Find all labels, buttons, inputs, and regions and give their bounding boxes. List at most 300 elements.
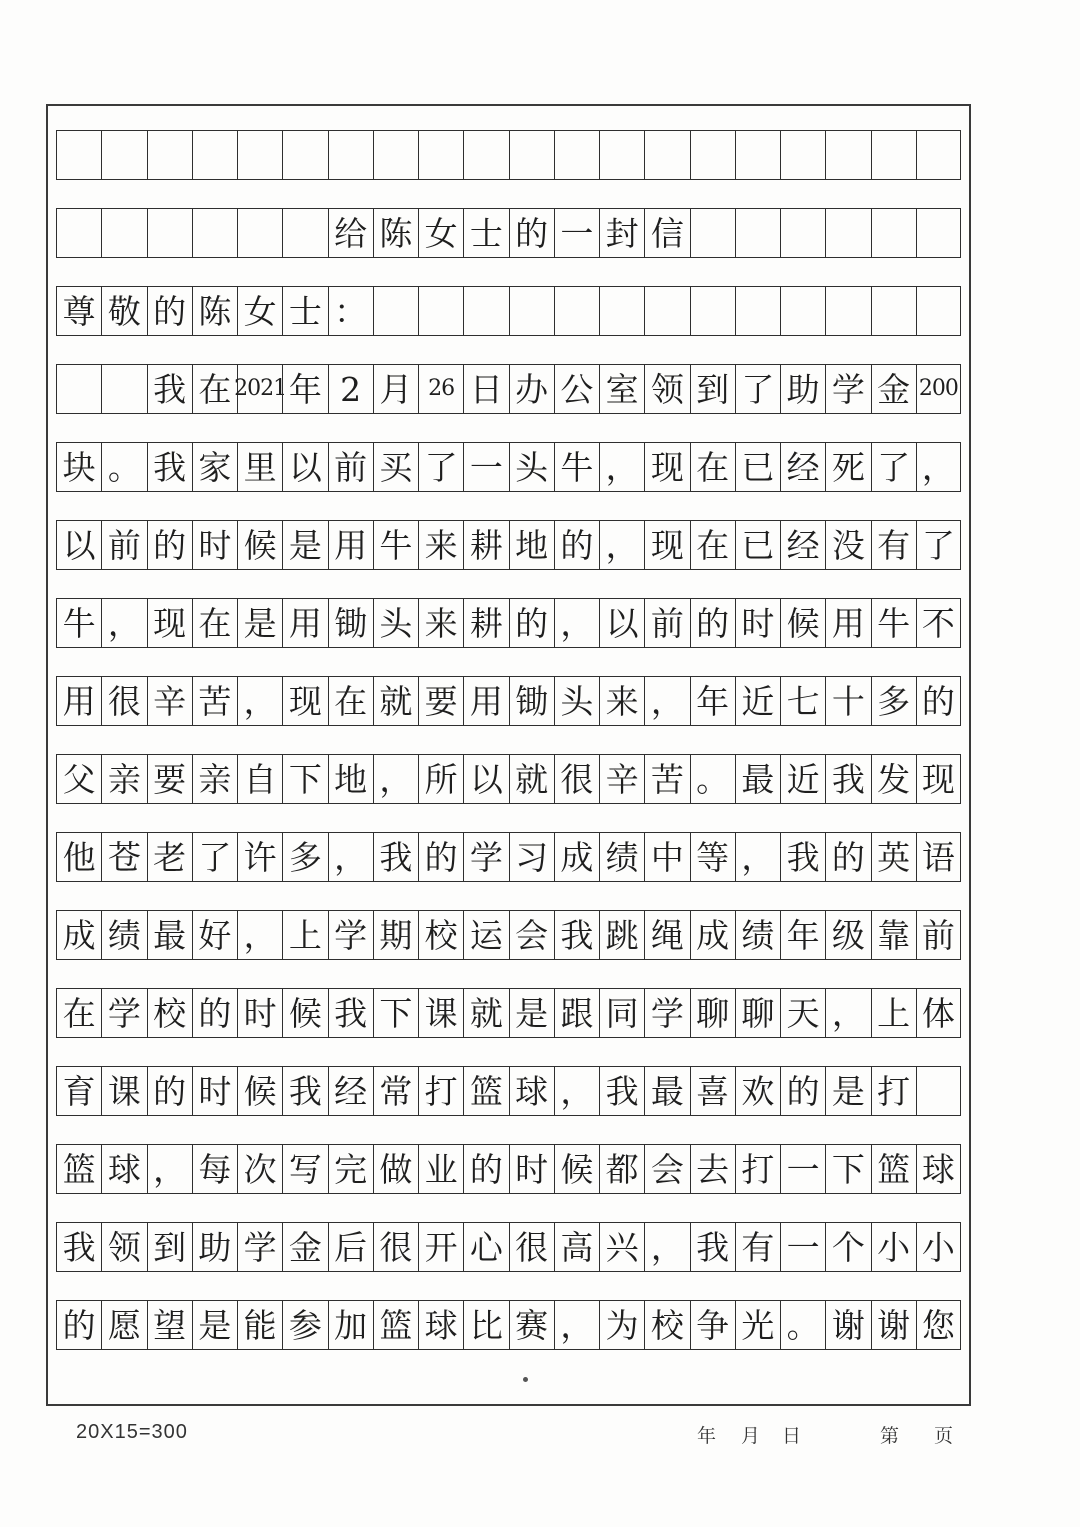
salutation-char: ： (328, 287, 373, 335)
grid-cell: 写 (282, 1145, 327, 1193)
grid-cell: 锄 (328, 599, 373, 647)
grid-cell (554, 131, 599, 179)
grid-cell (373, 131, 418, 179)
grid-cell: 办 (509, 365, 554, 413)
grid-cell: 我 (147, 443, 192, 491)
grid-cell: 耕 (463, 599, 508, 647)
grid-cell: 比 (463, 1301, 508, 1349)
grid-cell (780, 209, 825, 257)
grid-cell: 打 (418, 1067, 463, 1115)
grid-cell: 到 (690, 365, 735, 413)
grid-cell: 都 (599, 1145, 644, 1193)
salutation-char: 女 (237, 287, 282, 335)
grid-cell (373, 287, 418, 335)
grid-cell: 下 (373, 989, 418, 1037)
grid-cell: 打 (735, 1145, 780, 1193)
grid-cell: 很 (554, 755, 599, 803)
grid-cell: 是 (509, 989, 554, 1037)
grid-cell: 辛 (147, 677, 192, 725)
grid-cell: 现 (282, 677, 327, 725)
grid-cell: 以 (56, 521, 101, 569)
grid-cell: 学 (825, 365, 870, 413)
grid-cell: 牛 (554, 443, 599, 491)
grid-cell: 聊 (690, 989, 735, 1037)
grid-cell (237, 209, 282, 257)
body-row (56, 832, 961, 882)
grid-cell: 他 (56, 833, 101, 881)
grid-cell: 我 (599, 1067, 644, 1115)
grid-cell: 。 (780, 1301, 825, 1349)
grid-cell: 期 (373, 911, 418, 959)
grid-cell: 天 (780, 989, 825, 1037)
grid-cell: 学 (237, 1223, 282, 1271)
grid-cell: 。 (101, 443, 146, 491)
grid-cell: 地 (328, 755, 373, 803)
grid-cell (237, 131, 282, 179)
grid-cell (56, 131, 101, 179)
page-prefix-label: 第 (880, 1425, 900, 1447)
grid-cell (56, 365, 101, 413)
grid-cell: 金 (282, 1223, 327, 1271)
grid-cell: 等 (690, 833, 735, 881)
grid-cell: 校 (418, 911, 463, 959)
grid-cell: 是 (192, 1301, 237, 1349)
grid-cell: 学 (644, 989, 689, 1037)
grid-cell: 苍 (101, 833, 146, 881)
title-char: 女 (418, 209, 463, 257)
grid-cell: 近 (735, 677, 780, 725)
grid-cell: 球 (509, 1067, 554, 1115)
grid-cell (282, 209, 327, 257)
salutation-char: 陈 (192, 287, 237, 335)
grid-cell: 前 (328, 443, 373, 491)
grid-cell: 很 (101, 677, 146, 725)
grid-cell: 校 (147, 989, 192, 1037)
grid-cell: 十 (825, 677, 870, 725)
grid-cell: ， (554, 1067, 599, 1115)
grid-cell: 绳 (644, 911, 689, 959)
grid-cell: 年 (690, 677, 735, 725)
grid-cell: 父 (56, 755, 101, 803)
grid-cell (147, 209, 192, 257)
grid-cell: 用 (825, 599, 870, 647)
grid-cell: 已 (735, 443, 780, 491)
grid-cell: 有 (735, 1223, 780, 1271)
grid-cell: 候 (282, 989, 327, 1037)
grid-cell: 了 (871, 443, 916, 491)
grid-cell: ， (599, 521, 644, 569)
grid-cell: 高 (554, 1223, 599, 1271)
title-char: 封 (599, 209, 644, 257)
body-row (56, 1144, 961, 1194)
grid-cell: 个 (825, 1223, 870, 1271)
salutation-char: 敬 (101, 287, 146, 335)
grid-cell: 用 (463, 677, 508, 725)
grid-spec-label: 20X15=300 (76, 1421, 188, 1443)
grid-cell: 就 (373, 677, 418, 725)
grid-cell: 月 (373, 365, 418, 413)
grid-cell: 篮 (373, 1301, 418, 1349)
grid-cell: 下 (825, 1145, 870, 1193)
grid-cell: 跳 (599, 911, 644, 959)
grid-cell: 牛 (373, 521, 418, 569)
grid-cell: 篮 (871, 1145, 916, 1193)
grid-cell (735, 287, 780, 335)
grid-cell: ， (735, 833, 780, 881)
grid-cell: 英 (871, 833, 916, 881)
grid-cell: 争 (690, 1301, 735, 1349)
title-row (56, 208, 961, 258)
grid-cell: 的 (56, 1301, 101, 1349)
grid-cell: ， (644, 1223, 689, 1271)
grid-cell: 学 (328, 911, 373, 959)
grid-cell: 时 (192, 1067, 237, 1115)
grid-cell: 成 (690, 911, 735, 959)
grid-cell: 地 (509, 521, 554, 569)
grid-cell: 谢 (871, 1301, 916, 1349)
grid-cell: ， (554, 599, 599, 647)
grid-cell: 后 (328, 1223, 373, 1271)
grid-cell: 兴 (599, 1223, 644, 1271)
grid-cell (192, 209, 237, 257)
grid-cell: 发 (871, 755, 916, 803)
grid-cell: 候 (237, 521, 282, 569)
body-row (56, 520, 961, 570)
salutation-char: 尊 (56, 287, 101, 335)
body-row (56, 442, 961, 492)
title-char: 士 (463, 209, 508, 257)
grid-cell: 来 (418, 599, 463, 647)
grid-cell: 最 (147, 911, 192, 959)
grid-cell (825, 131, 870, 179)
grid-cell (463, 287, 508, 335)
month-label: 月 (741, 1425, 761, 1447)
grid-cell: 我 (690, 1223, 735, 1271)
grid-cell: 参 (282, 1301, 327, 1349)
grid-cell: ， (328, 833, 373, 881)
grid-cell: ， (644, 677, 689, 725)
grid-cell: 要 (418, 677, 463, 725)
grid-cell (735, 131, 780, 179)
grid-cell: 绩 (101, 911, 146, 959)
grid-cell: 在 (690, 521, 735, 569)
grid-cell: 篮 (463, 1067, 508, 1115)
grid-cell: 现 (644, 443, 689, 491)
grid-cell: 要 (147, 755, 192, 803)
grid-cell: 校 (644, 1301, 689, 1349)
grid-cell (147, 131, 192, 179)
grid-cell: 现 (916, 755, 961, 803)
grid-cell: 多 (871, 677, 916, 725)
grid-cell: 里 (237, 443, 282, 491)
grid-cell: 是 (282, 521, 327, 569)
grid-cell: 小 (916, 1223, 961, 1271)
grid-cell (735, 209, 780, 257)
grid-cell: ， (825, 989, 870, 1037)
grid-cell: 很 (509, 1223, 554, 1271)
grid-cell: ， (599, 443, 644, 491)
day-label: 日 (782, 1425, 802, 1447)
grid-cell: 我 (56, 1223, 101, 1271)
grid-cell: ， (237, 677, 282, 725)
grid-cell (871, 287, 916, 335)
grid-cell: 家 (192, 443, 237, 491)
grid-cell: ， (916, 443, 961, 491)
grid-cell: 死 (825, 443, 870, 491)
body-row (56, 364, 961, 414)
title-char: 信 (644, 209, 689, 257)
grid-cell: 绩 (735, 911, 780, 959)
grid-cell: 时 (509, 1145, 554, 1193)
grid-cell: 谢 (825, 1301, 870, 1349)
grid-cell: 已 (735, 521, 780, 569)
grid-cell: 成 (554, 833, 599, 881)
grid-cell: 候 (554, 1145, 599, 1193)
grid-cell (192, 131, 237, 179)
grid-cell: 篮 (56, 1145, 101, 1193)
grid-cell: 光 (735, 1301, 780, 1349)
grid-cell: 日 (463, 365, 508, 413)
grid-cell: ， (554, 1301, 599, 1349)
grid-cell: 在 (192, 365, 237, 413)
grid-cell: 语 (916, 833, 961, 881)
grid-cell: 习 (509, 833, 554, 881)
title-char: 陈 (373, 209, 418, 257)
grid-cell: 耕 (463, 521, 508, 569)
year-label: 年 (697, 1425, 717, 1447)
grid-cell (56, 209, 101, 257)
grid-cell: 苦 (644, 755, 689, 803)
grid-cell: ， (147, 1145, 192, 1193)
grid-cell (509, 287, 554, 335)
grid-cell: 是 (237, 599, 282, 647)
grid-cell: 牛 (871, 599, 916, 647)
grid-cell (599, 131, 644, 179)
grid-cell: 的 (780, 1067, 825, 1115)
grid-cell: 望 (147, 1301, 192, 1349)
grid-cell (463, 131, 508, 179)
grid-cell (282, 131, 327, 179)
title-char: 一 (554, 209, 599, 257)
grid-cell: 上 (871, 989, 916, 1037)
grid-cell: 我 (147, 365, 192, 413)
grid-cell: 现 (644, 521, 689, 569)
grid-cell (690, 131, 735, 179)
grid-cell (418, 287, 463, 335)
grid-cell: 了 (735, 365, 780, 413)
grid-cell: 锄 (509, 677, 554, 725)
grid-cell: 为 (599, 1301, 644, 1349)
salutation-char: 士 (282, 287, 327, 335)
grid-cell (780, 131, 825, 179)
grid-cell: 老 (147, 833, 192, 881)
grid-cell: 好 (192, 911, 237, 959)
grid-cell: 次 (237, 1145, 282, 1193)
grid-cell: 在 (192, 599, 237, 647)
grid-cell: 在 (690, 443, 735, 491)
grid-cell: 买 (373, 443, 418, 491)
grid-cell: 的 (690, 599, 735, 647)
grid-cell (825, 287, 870, 335)
grid-cell (644, 131, 689, 179)
grid-cell: 愿 (101, 1301, 146, 1349)
grid-cell: 心 (463, 1223, 508, 1271)
grid-cell: 的 (916, 677, 961, 725)
grid-cell: 业 (418, 1145, 463, 1193)
grid-cell: 用 (282, 599, 327, 647)
grid-cell: 就 (463, 989, 508, 1037)
title-char: 的 (509, 209, 554, 257)
body-row (56, 1300, 961, 1350)
grid-cell (690, 209, 735, 257)
grid-cell: 自 (237, 755, 282, 803)
body-row (56, 754, 961, 804)
grid-cell (418, 131, 463, 179)
grid-cell: 球 (101, 1145, 146, 1193)
grid-cell: 的 (192, 989, 237, 1037)
body-row (56, 1066, 961, 1116)
grid-cell: 一 (780, 1223, 825, 1271)
grid-cell: 欢 (735, 1067, 780, 1115)
grid-cell: 能 (237, 1301, 282, 1349)
grid-cell: 。 (690, 755, 735, 803)
grid-cell: 靠 (871, 911, 916, 959)
grid-cell: 不 (916, 599, 961, 647)
grid-cell: 亲 (192, 755, 237, 803)
grid-cell: 在 (56, 989, 101, 1037)
grid-cell: 多 (282, 833, 327, 881)
grid-cell: 的 (463, 1145, 508, 1193)
grid-cell: 育 (56, 1067, 101, 1115)
grid-cell: 我 (825, 755, 870, 803)
grid-cell: 经 (780, 443, 825, 491)
grid-cell: 同 (599, 989, 644, 1037)
grid-cell: 前 (101, 521, 146, 569)
grid-cell: 每 (192, 1145, 237, 1193)
grid-cell: 200 (916, 365, 961, 413)
grid-cell: 成 (56, 911, 101, 959)
grid-cell: 块 (56, 443, 101, 491)
grid-cell: 候 (237, 1067, 282, 1115)
grid-cell: 的 (554, 521, 599, 569)
grid-cell: 聊 (735, 989, 780, 1037)
grid-cell (554, 287, 599, 335)
grid-cell: 球 (916, 1145, 961, 1193)
grid-cell: 很 (373, 1223, 418, 1271)
grid-cell: 金 (871, 365, 916, 413)
grid-cell: 时 (192, 521, 237, 569)
grid-cell: 26 (418, 365, 463, 413)
grid-cell: ， (373, 755, 418, 803)
grid-cell (825, 209, 870, 257)
grid-cell (871, 131, 916, 179)
grid-cell: ， (237, 911, 282, 959)
title-char: 给 (328, 209, 373, 257)
grid-cell: 学 (463, 833, 508, 881)
grid-cell (644, 287, 689, 335)
grid-cell: 的 (147, 521, 192, 569)
grid-cell: 绩 (599, 833, 644, 881)
grid-cell: 近 (780, 755, 825, 803)
grid-cell: 就 (509, 755, 554, 803)
ink-speck (523, 1377, 528, 1382)
grid-cell (780, 287, 825, 335)
grid-cell: 一 (463, 443, 508, 491)
grid-cell: 来 (599, 677, 644, 725)
grid-cell: 助 (192, 1223, 237, 1271)
grid-cell (599, 287, 644, 335)
grid-cell: 2021 (237, 365, 282, 413)
grid-cell: 做 (373, 1145, 418, 1193)
grid-cell: 我 (780, 833, 825, 881)
grid-cell: 一 (780, 1145, 825, 1193)
body-row (56, 1222, 961, 1272)
grid-cell: 最 (735, 755, 780, 803)
grid-cell: 跟 (554, 989, 599, 1037)
grid-cell: 课 (101, 1067, 146, 1115)
grid-cell: 去 (690, 1145, 735, 1193)
grid-cell: 是 (825, 1067, 870, 1115)
grid-cell: 在 (328, 677, 373, 725)
grid-cell: 的 (418, 833, 463, 881)
grid-cell: 经 (780, 521, 825, 569)
blank-row (56, 130, 961, 180)
grid-cell: 头 (509, 443, 554, 491)
grid-cell: 没 (825, 521, 870, 569)
grid-cell: 喜 (690, 1067, 735, 1115)
grid-cell (509, 131, 554, 179)
grid-cell: 我 (554, 911, 599, 959)
grid-cell: 七 (780, 677, 825, 725)
grid-cell: 用 (328, 521, 373, 569)
grid-cell: 的 (147, 1067, 192, 1115)
grid-cell: 常 (373, 1067, 418, 1115)
grid-cell: 前 (916, 911, 961, 959)
grid-cell: 亲 (101, 755, 146, 803)
salutation-row (56, 286, 961, 336)
body-row (56, 676, 961, 726)
grid-cell: 来 (418, 521, 463, 569)
grid-cell (690, 287, 735, 335)
grid-cell (916, 131, 961, 179)
grid-cell: 打 (871, 1067, 916, 1115)
grid-cell: 中 (644, 833, 689, 881)
grid-cell: 现 (147, 599, 192, 647)
body-row (56, 598, 961, 648)
grid-cell (916, 287, 961, 335)
salutation-char: 的 (147, 287, 192, 335)
grid-cell (916, 209, 961, 257)
grid-cell (101, 209, 146, 257)
grid-cell: 许 (237, 833, 282, 881)
grid-cell: 小 (871, 1223, 916, 1271)
grid-cell: 级 (825, 911, 870, 959)
grid-cell: 时 (735, 599, 780, 647)
grid-cell: 前 (644, 599, 689, 647)
grid-cell: 您 (916, 1301, 961, 1349)
grid-cell: 了 (916, 521, 961, 569)
grid-cell (328, 131, 373, 179)
body-row (56, 988, 961, 1038)
grid-cell: 时 (237, 989, 282, 1037)
grid-cell: 所 (418, 755, 463, 803)
grid-cell: 最 (644, 1067, 689, 1115)
grid-cell: 用 (56, 677, 101, 725)
grid-cell: 我 (373, 833, 418, 881)
grid-cell: 完 (328, 1145, 373, 1193)
grid-cell: 候 (780, 599, 825, 647)
grid-cell: 有 (871, 521, 916, 569)
